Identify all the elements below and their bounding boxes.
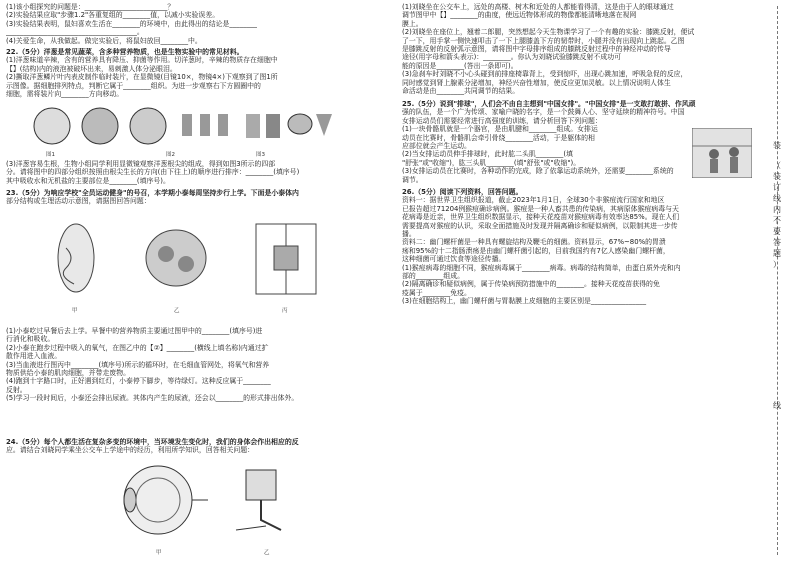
q24 (6, 438, 390, 455)
fig-label: 图2 (166, 152, 175, 158)
gutter-char: （ (773, 161, 781, 170)
text-line: (3)实验结果表明，鼠妇喜欢生活在________的环境中，由此得出的结论是________ (6, 19, 257, 28)
volleyball-photo (692, 128, 752, 178)
text-line: 花病毒是近亲，世界卫生组织数据显示，接种天花疫苗对猴痘病毒有效率达85%。现在人们 (402, 213, 680, 222)
text-line: 资料二：幽门螺杆菌是一种具有螺旋结构及鞭毛的细菌。资料显示，67%~80%的胃溃 (402, 238, 666, 247)
text-line: 动员在比赛时，骨骼肌会牵引骨绕________活动，于是躯体的相 (402, 133, 595, 142)
question-title: 26.（5分）阅读下列资料，回答问题。 (402, 188, 523, 196)
text-line: (2)撕取洋葱鳞片叶内表皮制作临时装片，在显微镜(目镜10×，物镜4×)下观察到了图1所 (6, 73, 278, 82)
q22 (6, 48, 390, 98)
text-line: 疡和95%的十二指肠溃疡是由幽门螺杆菌引起的，目前我国约有7亿人感染幽门螺杆菌， (402, 246, 670, 255)
text-line: (1)该小组探究的问题是：________________________？ (6, 3, 175, 11)
text-line: 物质供给小泰的肌肉细胞，并带走废物。 (6, 369, 131, 378)
text-line: 行消化和吸收。 (6, 335, 55, 344)
question-title: 24.（5分）每个人都生活在复杂多变的环境中，当环境发生变化时，我们的身体会作出相应的反 (6, 438, 299, 446)
q23-more (6, 327, 390, 403)
fig-label: 丙 (282, 308, 288, 314)
question-title: 25.（5分）说到"排球"，人们会不由自主想到"中国女排"。"中国女排"是一支敢打敢拼、作风顽 (402, 100, 696, 108)
q23 (6, 189, 390, 206)
gutter-note (760, 160, 794, 270)
gutter-char: 线 (773, 401, 781, 410)
text-line: 反射。 (6, 385, 27, 394)
binding-dashed-line (777, 6, 778, 555)
q26 (402, 188, 754, 306)
text-line: 膜上。 (402, 19, 423, 28)
onion-figures (32, 102, 332, 160)
text-line: 途径(用字母和箭头表示)：________。你认为刘晓试验膝跳反射不成功可 (402, 53, 621, 62)
text-line: 了一下，用手掌一侧快速叩击了一下上腿膝盖下方的韧带时，小腿并没有出现向上跳起。乙图 (402, 36, 685, 45)
left-column (6, 0, 390, 561)
body-system-figures (36, 208, 336, 316)
gutter-char: 装 (773, 141, 781, 150)
text-line: 疫属于________免疫。 (402, 288, 471, 297)
text-line: (3)洋葱容易生根，生物小组同学利用显微镜观察洋葱根尖的组成，得到如图3所示的四部 (6, 160, 276, 168)
question-title: 23.（5分）为响应学校"全员运动健身"的号召，本学期小泰每周坚持步行上学。下面是小泰体内 (6, 189, 299, 197)
text-line: (1)洋葱味道辛辣，含有的营养具有降压、抑菌等作用。切洋葱时，辛辣的物质存在细胞中 (6, 56, 278, 65)
text-line: (3)在细胞结构上，幽门螺杆菌与胃黏膜上皮细胞的主要区别是________________ (402, 297, 647, 306)
gutter-char: 装 (773, 172, 781, 181)
text-line: ______________________________________。 (6, 28, 144, 37)
eye-reflex-figures (116, 460, 316, 550)
text-line: 细胞，需将装片向________方向移动。 (6, 90, 124, 99)
text-line: (2)隔离确诊和疑似病例，属于传染病预防措施中的________。接种天花疫苗获得的免 (402, 280, 660, 289)
text-line: (3)女排运动员在比赛时，各种动作的完成，除了依靠运动系统外，还需要________系统的 (402, 167, 674, 176)
gutter-char: ） (773, 260, 781, 269)
gutter-char: 要 (773, 227, 781, 236)
right-column (402, 0, 754, 561)
text-line: (3)急刹车时刘晓不小心头碰到前排座椅靠背上，受到惊吓，出现心跳加速，呼吸急促的反应， (402, 70, 688, 79)
gutter-char: 题 (773, 249, 781, 258)
text-line: (1)刘晓坐在公交车上，远处的高楼、树木和近处的人都能看得清，这是由于人的眼球通过 (402, 3, 674, 11)
fig-label: 甲 (156, 550, 162, 556)
question-title: 22.（5分）洋葱是常见蔬菜，含多种营养物质，也是生物实验中的常见材料。 (6, 48, 244, 56)
text-line: 散作用进入血液。 (6, 352, 62, 361)
text-line: 应。请结合刘晓同学乘坐公交车上学途中的经历，利用所学知识，回答相关问题： (6, 446, 255, 455)
text-line: 部的________组成。 (402, 272, 465, 281)
fig-label: 图3 (256, 152, 265, 158)
binding-gutter (760, 0, 794, 561)
text-line: (1)小泰吃过早餐后去上学。早餐中的营养物质主要通过图甲中的________(填序号)进 (6, 327, 263, 335)
text-line: 其中吸收水和无机盐的主要部位是________(填序号)。 (6, 176, 170, 185)
text-line: 播。 (402, 230, 416, 239)
gutter-char: 内 (773, 205, 781, 214)
text-line: (3)当血液进行图丙中________(填序号)所示的循环时，在毛细血管网处，将氧气和营养 (6, 360, 270, 369)
gutter-char: 答 (773, 238, 781, 247)
text-line: (2)实验结果应取"步骤1.2"各重复组的________值，以减小实验误差。 (6, 11, 220, 20)
gutter-char: 不 (773, 216, 781, 225)
text-line: (5)学习一段时间后，小泰还会排出尿液。其体内产生的尿液，还会以________的形式排出体外。 (6, 394, 299, 403)
text-line: 调节。 (402, 175, 423, 184)
gutter-char: 线 (773, 194, 781, 203)
text-line: (2)当女排运动员伸手排球时，此时肱二头肌________(填 (402, 150, 573, 159)
q22-more (6, 160, 390, 185)
text-line: 调节图甲中【】________的曲度，使远近物体形成的物像都能清晰地落在视网 (402, 11, 637, 20)
text-line: 同时感觉到肾上腺素分泌增加，神经兴奋性增加，使反应更加灵敏。以上情况说明人体生 (402, 78, 671, 87)
text-line: 命活动是由________共同调节的结果。 (402, 87, 520, 96)
text-line: (2)小泰在跑步过程中吸入的氧气，在图乙中的【②】________(横线上填名称)内通过扩 (6, 343, 269, 352)
text-line: (1)猴痘病毒的细胞不同，猴痘病毒属于________病毒。病毒的结构简单，由蛋白质外壳和内 (402, 263, 681, 272)
text-line: (1)一块骨骼肌就是一个器官，是由肌腱和________组成。女排运 (402, 125, 598, 134)
text-line: 是膝跳反射的反射弧示意图，请将图中字母排序组成的膝跳反射过程中的神经冲动的传导 (402, 45, 671, 54)
fig-label: 乙 (174, 308, 180, 314)
q24-answers (402, 3, 754, 95)
text-line: 女排运动员们需要经常进行高强度的训练，请分析回答下列问题： (402, 116, 602, 125)
fig-label: 乙 (264, 550, 270, 556)
fig-label: 甲 (72, 308, 78, 314)
text-line: (4)跑到十字路口时，正好遇到红灯，小泰停下脚步，等待绿灯。这种反应属于________ (6, 377, 271, 386)
fig-label: 图1 (46, 152, 55, 158)
text-line: 需要提高对猴痘的认识，采取全面措施及时发现并隔离确诊和疑似病例，以限制其进一步传 (402, 221, 678, 230)
text-line: 能的原因是________(答出一条即可)。 (402, 61, 518, 70)
text-line: 【】(结构)内的液泡被破坏出来，易刺激人体分泌眼泪。 (6, 64, 177, 73)
text-line: 强的队伍，是一个广为传颂、家喻户晓的名字，是一个鼓舞人心、坚守延续的精神符号。中国 (402, 108, 685, 117)
text-line: "舒张"或"收缩")，肱三头肌________(填"舒张"或"收缩")。 (402, 158, 581, 167)
text-line: 应部位就会产生运动。 (402, 142, 471, 151)
text-line: 部分结构或生理活动示意图，请据图回答问题： (6, 197, 151, 206)
text-line: (4)关爱生命，从我做起。做完实验后，将鼠妇放回________中。 (6, 36, 202, 45)
text-line: 资料一：据世界卫生组织报道，截止2023年1月1日，全球30个非猴痘流行国家和地区 (402, 196, 665, 205)
q21-tail (6, 3, 390, 45)
text-line: (2)刘晓坐在座位上，翘着二郎腿，突然想起今天生物课学习了一个有趣的实验：膝跳反射，便试 (402, 28, 695, 37)
gutter-char: 订 (773, 183, 781, 192)
text-line: 分。请将图中的四部分组织按照由根尖生长的方向(由下往上)的顺序进行排序：________(填序号) (6, 168, 300, 177)
text-line: 已报告超过71204例猴痘确诊病例。猴痘是一种人畜共患的传染病，其病原体猴痘病毒与天 (402, 204, 679, 213)
text-line: 这种细菌可通过饮食等途径传播。 (402, 255, 506, 264)
text-line: 示图像。据细胞排列特点，判断它属于________组织。为进一步观察右下方圆圈中的 (6, 81, 261, 90)
